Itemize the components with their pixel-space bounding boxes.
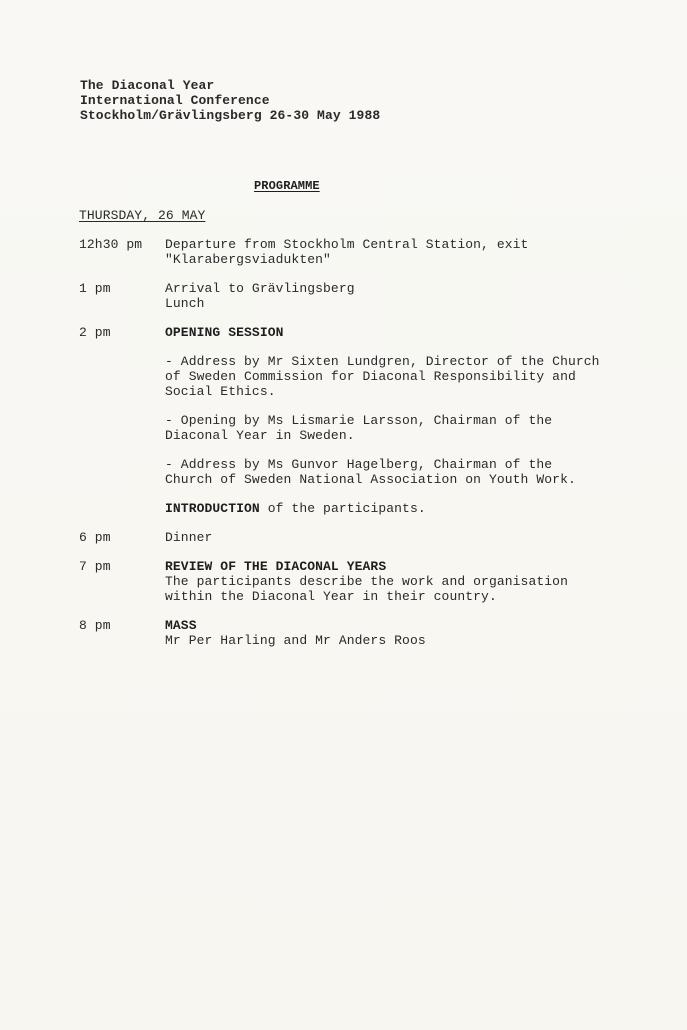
mass-line1: Mr Per Harling and Mr Anders Roos bbox=[165, 633, 426, 648]
dinner-text: Dinner bbox=[165, 530, 213, 545]
review-line1: The participants describe the work and organisation bbox=[165, 574, 568, 589]
introduction-rest: of the participants. bbox=[259, 501, 426, 516]
opening-session-title: OPENING SESSION bbox=[165, 325, 284, 340]
address2-line2: Church of Sweden National Association on Youth Work. bbox=[165, 472, 576, 487]
introduction-bold: INTRODUCTION bbox=[165, 501, 260, 516]
time-opening: 2 pm bbox=[79, 325, 111, 340]
review-line2: within the Diaconal Year in their country. bbox=[165, 589, 497, 604]
time-departure: 12h30 pm bbox=[79, 237, 143, 252]
time-dinner: 6 pm bbox=[79, 530, 111, 545]
address1-line2: of Sweden Commission for Diaconal Responsibility and bbox=[165, 369, 576, 384]
conference-location-dates: Stockholm/Grävlingsberg 26-30 May 1988 bbox=[80, 108, 381, 123]
arrival-text-line2: Lunch bbox=[165, 296, 205, 311]
review-title: REVIEW OF THE DIACONAL YEARS bbox=[165, 559, 387, 574]
opening-by-line2: Diaconal Year in Sweden. bbox=[165, 428, 355, 443]
conference-subtitle: International Conference bbox=[80, 93, 270, 108]
programme-title: PROGRAMME bbox=[254, 179, 320, 193]
opening-by-line1: - Opening by Ms Lismarie Larsson, Chairman of the bbox=[165, 413, 553, 428]
introduction-line bbox=[165, 501, 426, 516]
conference-title: The Diaconal Year bbox=[80, 78, 215, 93]
time-arrival: 1 pm bbox=[79, 281, 111, 296]
departure-text-line1: Departure from Stockholm Central Station, exit bbox=[165, 237, 529, 252]
mass-title: MASS bbox=[165, 618, 197, 633]
day-heading: THURSDAY, 26 MAY bbox=[79, 208, 206, 223]
time-review: 7 pm bbox=[79, 559, 111, 574]
address2-line1: - Address by Ms Gunvor Hagelberg, Chairman of the bbox=[165, 457, 553, 472]
departure-text-line2: "Klarabergsviadukten" bbox=[165, 252, 331, 267]
address1-line1: - Address by Mr Sixten Lundgren, Director of the Church bbox=[165, 354, 600, 369]
arrival-text-line1: Arrival to Grävlingsberg bbox=[165, 281, 355, 296]
address1-line3: Social Ethics. bbox=[165, 384, 276, 399]
time-mass: 8 pm bbox=[79, 618, 111, 633]
